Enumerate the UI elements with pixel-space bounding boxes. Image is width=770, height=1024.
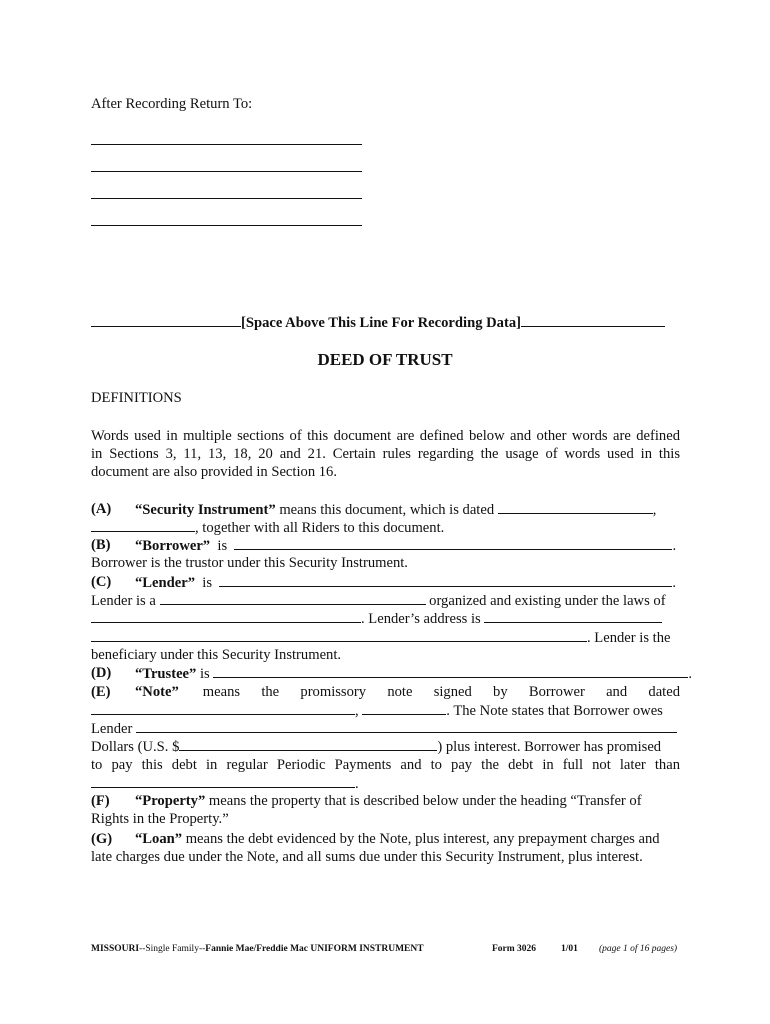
lender-blank <box>219 573 672 587</box>
def-g-line-2: late charges due under the Note, and all sums due under this Security Instrument, plus interest. <box>91 849 643 865</box>
def-a-label: (A) <box>91 501 112 517</box>
def-c-line-1: “Lender” is . <box>135 575 676 591</box>
dollar-amount-blank <box>179 737 437 751</box>
return-address-line-4 <box>91 225 362 226</box>
footer-state: MISSOURI <box>91 944 140 954</box>
def-c-line-2 <box>91 591 666 610</box>
def-a-line-1: “Security Instrument” means this document, which is dated , <box>135 502 657 518</box>
def-g-text: means the debt evidenced by the Note, plus interest, any prepayment charges and <box>185 831 660 847</box>
def-e-text: means the promissory note signed by Borrower and dated <box>202 684 680 700</box>
def-d-is: is <box>200 666 210 682</box>
definitions-heading: DEFINITIONS <box>91 390 182 406</box>
lender-word: Lender <box>91 721 133 737</box>
return-address-line-2 <box>91 171 362 172</box>
def-g-label: (G) <box>91 831 113 847</box>
dated-blank-2 <box>91 518 195 532</box>
space-above-label: [Space Above This Line For Recording Data] <box>241 315 521 331</box>
organized-text: organized and existing under the laws of <box>429 593 666 609</box>
def-a-text-2: , together with all Riders to this document. <box>195 520 445 536</box>
def-e-label: (E) <box>91 684 111 700</box>
def-d-label: (D) <box>91 665 112 681</box>
lender-is-the: . Lender is the <box>587 630 671 646</box>
def-e-line-4 <box>91 737 661 756</box>
def-b-line-2: Borrower is the trustor under this Security Instrument. <box>91 555 408 571</box>
def-f-line-1 <box>135 792 642 810</box>
def-e-line-5: to pay this debt in regular Periodic Payments and to pay the debt in full not later than <box>91 757 680 773</box>
def-a-line-2 <box>91 518 444 537</box>
def-f-line-2: Rights in the Property.” <box>91 811 229 827</box>
footer-page: (page 1 of 16 pages) <box>599 944 678 954</box>
dollars-text: Dollars (U.S. $ <box>91 739 180 755</box>
footer-date: 1/01 <box>561 944 578 954</box>
def-c-line-3 <box>91 609 662 628</box>
plus-interest-text: ) plus interest. Borrower has promised <box>437 739 662 755</box>
def-b-label: (B) <box>91 537 111 553</box>
address-blank <box>484 609 662 623</box>
lender-is-a: Lender is a <box>91 593 156 609</box>
def-e-line-3 <box>91 719 677 738</box>
amount-words-blank <box>136 719 677 733</box>
def-d-term: “Trustee” <box>135 666 197 682</box>
note-date-blank-2 <box>362 701 446 715</box>
def-a-term: “Security Instrument” <box>135 502 276 518</box>
def-g-term: “Loan” <box>135 831 183 847</box>
return-address-line-3 <box>91 198 362 199</box>
def-e-line-6: . <box>91 774 359 793</box>
footer-family: --Single Family-- <box>139 944 206 954</box>
address-text: . Lender’s address is <box>361 611 481 627</box>
recording-data-divider <box>91 313 665 332</box>
footer-instrument-name: Fannie Mae/Freddie Mac UNIFORM INSTRUMENT <box>205 944 424 954</box>
def-b-is: is <box>217 538 228 554</box>
footer-instrument <box>91 943 424 955</box>
laws-blank <box>91 609 361 623</box>
def-g-line-1 <box>135 830 660 848</box>
return-address-line-1 <box>91 144 362 145</box>
note-states: . The Note states that Borrower owes <box>446 703 663 719</box>
borrower-blank <box>234 536 672 550</box>
document-title: DEED OF TRUST <box>317 350 453 369</box>
footer-form: Form 3026 <box>492 944 537 954</box>
def-b-term: “Borrower” <box>135 538 211 554</box>
def-c-line-5: beneficiary under this Security Instrument. <box>91 647 342 663</box>
def-f-term: “Property” <box>135 793 206 809</box>
intro-line-2: in Sections 3, 11, 13, 18, 20 and 21. Certain rules regarding the usage of words used in this <box>91 446 680 462</box>
def-c-is: is <box>202 575 213 591</box>
maturity-date-blank <box>91 774 355 788</box>
def-a-text: means this document, which is dated <box>279 502 495 518</box>
def-b-line-1: “Borrower” is . <box>135 538 677 554</box>
note-date-blank <box>91 701 355 715</box>
dated-blank <box>498 500 653 514</box>
def-f-text: means the property that is described below under the heading “Transfer of <box>208 793 642 809</box>
def-e-line-1 <box>135 683 680 701</box>
lender-type-blank <box>160 591 426 605</box>
def-c-line-4 <box>91 628 670 647</box>
def-e-line-2: , . The Note states that Borrower owes <box>91 701 663 720</box>
def-e-term: “Note” <box>135 684 179 700</box>
trustee-blank <box>213 664 688 678</box>
intro-line-1: Words used in multiple sections of this document are defined below and other words are defined <box>91 428 680 444</box>
def-d-line-1: “Trustee” is . <box>135 666 693 682</box>
address-blank-2 <box>91 628 587 642</box>
intro-line-3: document are also provided in Section 16. <box>91 464 338 480</box>
def-f-label: (F) <box>91 793 110 809</box>
return-to-label: After Recording Return To: <box>91 96 253 112</box>
def-c-term: “Lender” <box>135 575 195 591</box>
def-c-label: (C) <box>91 574 112 590</box>
